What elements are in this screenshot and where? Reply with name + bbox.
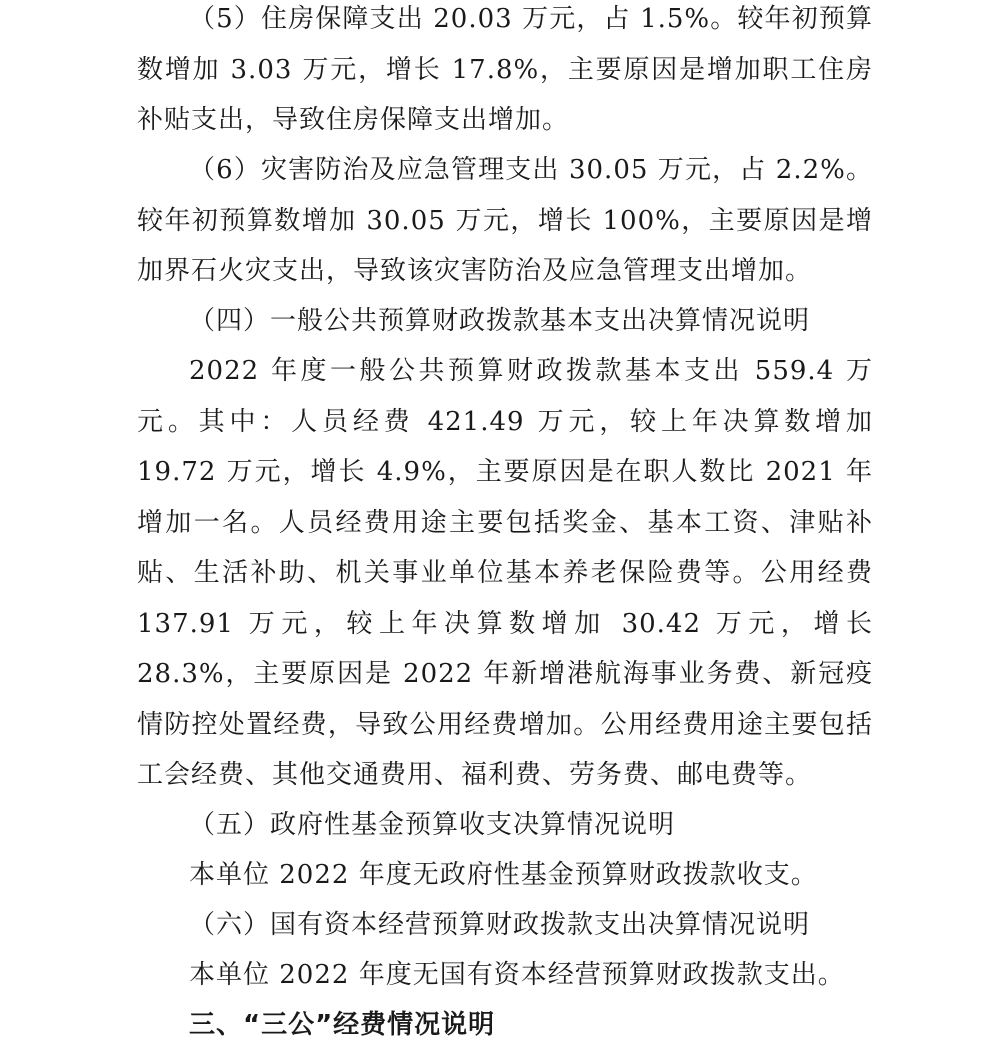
- basic-expenditure-paragraph: 2022 年度一般公共预算财政拨款基本支出 559.4 万元。其中：人员经费 421.49 万元，较上年决算数增加 19.72 万元，增长 4.9%，主要原因是在职人数比 2021 年增加一名。人员经费用途主要包括奖金、基本工资、津贴补贴、生活补助、机关事业单位基本养老保险费等。公用经费 137.91 万元，较上年决算数增加 30.42 万元，增长 28.3%，主要原因是 2022 年新增港航海事业务费、新冠疫情防控处置经费，导致公用经费增加。公用经费用途主要包括工会经费、其他交通费用、福利费、劳务费、邮电费等。: [137, 356, 873, 790]
- section-six-heading: （六）国有资本经营预算财政拨款支出决算情况说明: [189, 910, 811, 940]
- housing-security-paragraph: （5）住房保障支出 20.03 万元，占 1.5%。较年初预算数增加 3.03 万元，增长 17.8%，主要原因是增加职工住房补贴支出，导致住房保障支出增加。: [137, 4, 873, 135]
- section-four-heading: （四）一般公共预算财政拨款基本支出决算情况说明: [189, 306, 811, 336]
- state-capital-paragraph: 本单位 2022 年度无国有资本经营预算财政拨款支出。: [189, 960, 845, 990]
- fund-budget-paragraph: 本单位 2022 年度无政府性基金预算财政拨款收支。: [189, 860, 818, 890]
- disaster-prevention-paragraph: （6）灾害防治及应急管理支出 30.05 万元，占 2.2%。较年初预算数增加 30.05 万元，增长 100%，主要原因是增加界石火灾支出，导致该灾害防治及应急管理支出增加。: [137, 155, 873, 286]
- three-public-expenses-heading: 三、“三公”经费情况说明: [189, 1010, 496, 1040]
- section-five-heading: （五）政府性基金预算收支决算情况说明: [189, 810, 676, 840]
